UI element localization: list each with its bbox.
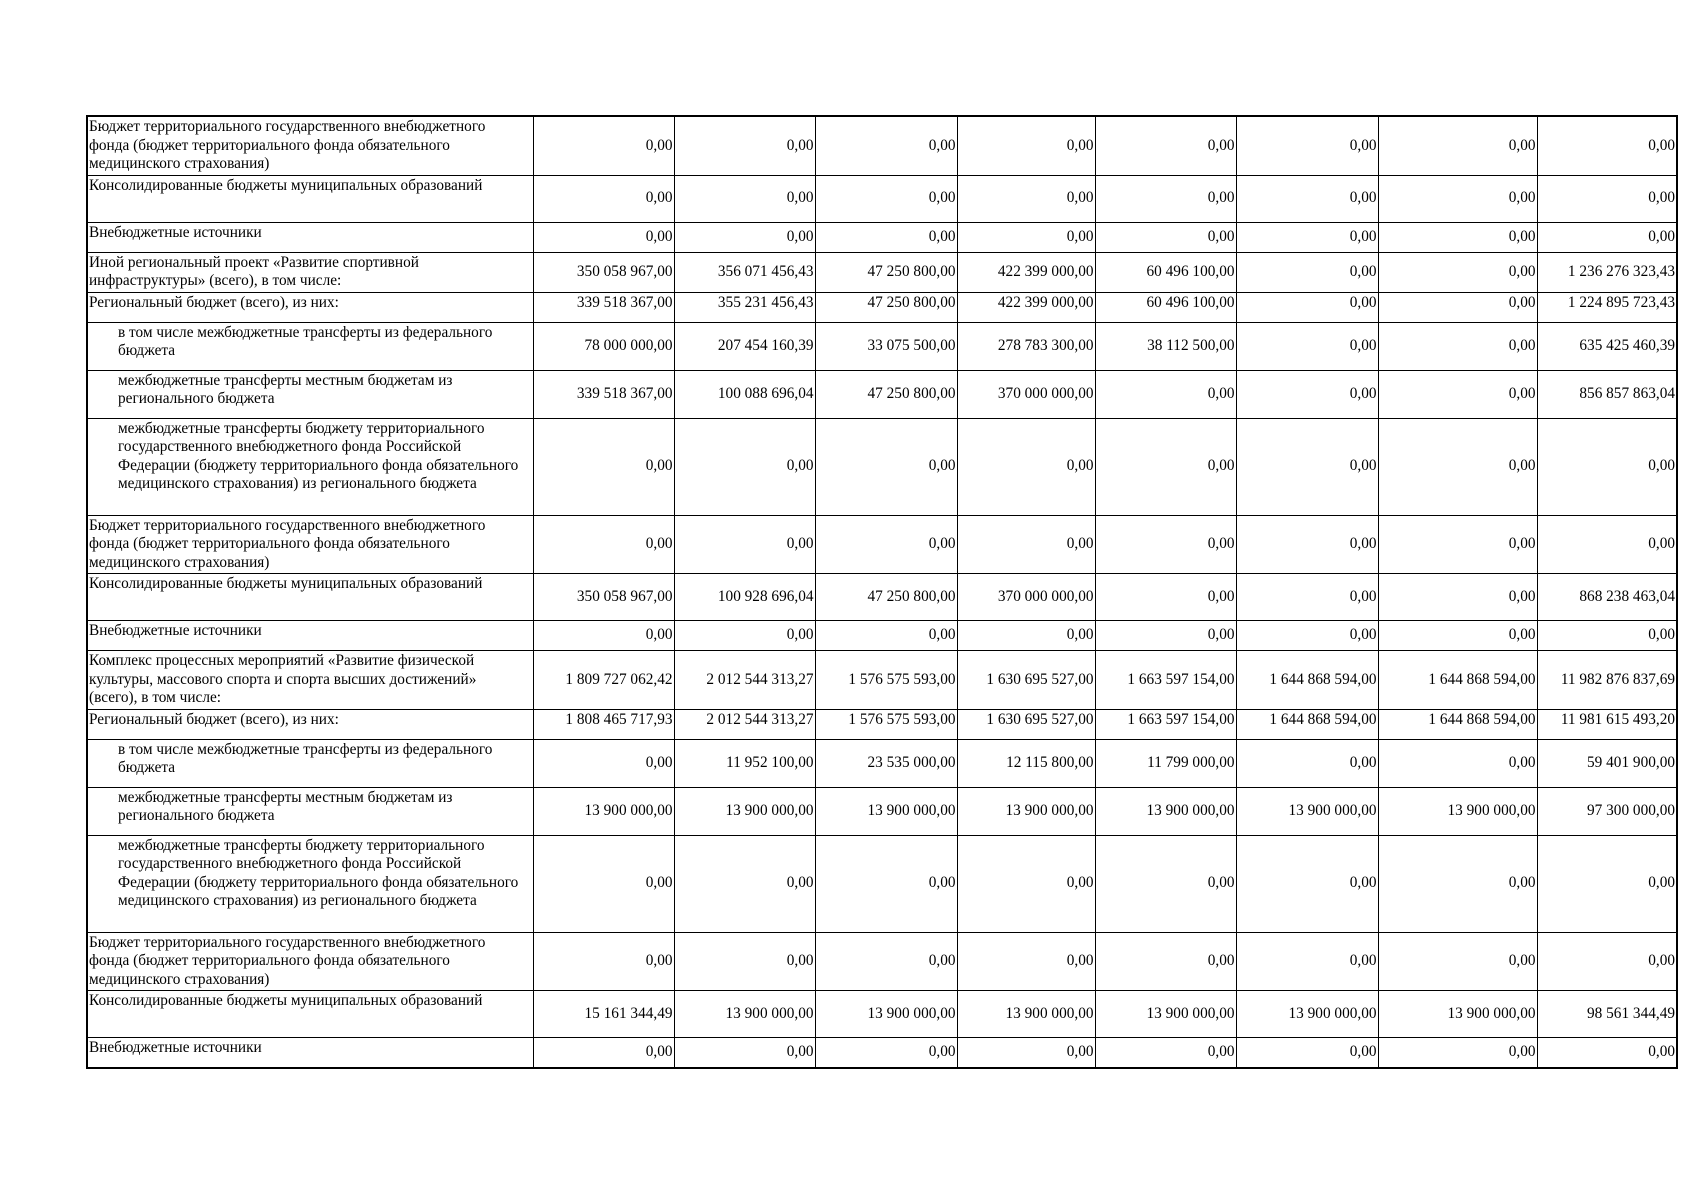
amount-cell: 0,00 xyxy=(815,932,957,991)
amount-cell: 0,00 xyxy=(815,116,957,175)
amount-cell: 0,00 xyxy=(1378,621,1537,651)
amount-cell: 11 799 000,00 xyxy=(1095,739,1236,787)
amount-cell: 13 900 000,00 xyxy=(957,991,1095,1038)
amount-cell: 98 561 344,49 xyxy=(1537,991,1677,1038)
amount-cell: 0,00 xyxy=(1537,515,1677,574)
row-label: межбюджетные трансферты местным бюджетам из регионального бюджета xyxy=(87,370,533,418)
amount-cell: 1 644 868 594,00 xyxy=(1378,709,1537,739)
amount-cell: 13 900 000,00 xyxy=(815,787,957,835)
amount-cell: 1 808 465 717,93 xyxy=(533,709,674,739)
amount-cell: 0,00 xyxy=(1236,835,1378,932)
amount-cell: 0,00 xyxy=(1095,370,1236,418)
amount-cell: 0,00 xyxy=(674,621,815,651)
amount-cell: 47 250 800,00 xyxy=(815,292,957,322)
amount-cell: 0,00 xyxy=(1236,175,1378,222)
table-row xyxy=(87,835,1677,932)
amount-cell: 856 857 863,04 xyxy=(1537,370,1677,418)
amount-cell: 0,00 xyxy=(1378,932,1537,991)
amount-cell: 0,00 xyxy=(674,932,815,991)
table-row xyxy=(87,175,1677,222)
row-label: Внебюджетные источники xyxy=(87,1038,533,1068)
amount-cell: 0,00 xyxy=(533,1038,674,1068)
amount-cell: 0,00 xyxy=(674,222,815,252)
amount-cell: 0,00 xyxy=(957,1038,1095,1068)
amount-cell: 0,00 xyxy=(1095,932,1236,991)
amount-cell: 13 900 000,00 xyxy=(1095,787,1236,835)
row-label: межбюджетные трансферты местным бюджетам из регионального бюджета xyxy=(87,787,533,835)
row-label: Внебюджетные источники xyxy=(87,621,533,651)
amount-cell: 0,00 xyxy=(815,515,957,574)
amount-cell: 47 250 800,00 xyxy=(815,574,957,621)
budget-table-body xyxy=(87,116,1677,1068)
amount-cell: 0,00 xyxy=(957,835,1095,932)
amount-cell: 0,00 xyxy=(1236,116,1378,175)
amount-cell: 0,00 xyxy=(957,116,1095,175)
amount-cell: 0,00 xyxy=(957,222,1095,252)
amount-cell: 0,00 xyxy=(1095,222,1236,252)
amount-cell: 0,00 xyxy=(533,222,674,252)
amount-cell: 0,00 xyxy=(1378,835,1537,932)
amount-cell: 635 425 460,39 xyxy=(1537,322,1677,370)
amount-cell: 0,00 xyxy=(533,418,674,515)
amount-cell: 0,00 xyxy=(674,515,815,574)
amount-cell: 0,00 xyxy=(1378,116,1537,175)
table-row xyxy=(87,739,1677,787)
amount-cell: 422 399 000,00 xyxy=(957,252,1095,292)
amount-cell: 2 012 544 313,27 xyxy=(674,709,815,739)
amount-cell: 1 644 868 594,00 xyxy=(1236,709,1378,739)
amount-cell: 13 900 000,00 xyxy=(1095,991,1236,1038)
amount-cell: 13 900 000,00 xyxy=(674,991,815,1038)
amount-cell: 47 250 800,00 xyxy=(815,252,957,292)
table-row xyxy=(87,1038,1677,1068)
amount-cell: 1 663 597 154,00 xyxy=(1095,651,1236,710)
amount-cell: 13 900 000,00 xyxy=(1236,991,1378,1038)
amount-cell: 339 518 367,00 xyxy=(533,292,674,322)
amount-cell: 38 112 500,00 xyxy=(1095,322,1236,370)
amount-cell: 0,00 xyxy=(1236,370,1378,418)
amount-cell: 207 454 160,39 xyxy=(674,322,815,370)
row-label: Бюджет территориального государственного внебюджетного фонда (бюджет территориального фонда обязательного медицинского страхования) xyxy=(87,932,533,991)
amount-cell: 0,00 xyxy=(1378,175,1537,222)
budget-table xyxy=(86,115,1678,1069)
amount-cell: 0,00 xyxy=(674,116,815,175)
table-row xyxy=(87,574,1677,621)
amount-cell: 13 900 000,00 xyxy=(1236,787,1378,835)
amount-cell: 2 012 544 313,27 xyxy=(674,651,815,710)
amount-cell: 100 088 696,04 xyxy=(674,370,815,418)
amount-cell: 339 518 367,00 xyxy=(533,370,674,418)
amount-cell: 13 900 000,00 xyxy=(1378,991,1537,1038)
amount-cell: 12 115 800,00 xyxy=(957,739,1095,787)
amount-cell: 1 809 727 062,42 xyxy=(533,651,674,710)
amount-cell: 0,00 xyxy=(1095,835,1236,932)
amount-cell: 0,00 xyxy=(1236,932,1378,991)
amount-cell: 278 783 300,00 xyxy=(957,322,1095,370)
amount-cell: 355 231 456,43 xyxy=(674,292,815,322)
table-row xyxy=(87,515,1677,574)
amount-cell: 1 576 575 593,00 xyxy=(815,709,957,739)
amount-cell: 13 900 000,00 xyxy=(957,787,1095,835)
amount-cell: 0,00 xyxy=(533,515,674,574)
amount-cell: 0,00 xyxy=(1537,222,1677,252)
amount-cell: 0,00 xyxy=(674,175,815,222)
amount-cell: 0,00 xyxy=(1378,739,1537,787)
amount-cell: 0,00 xyxy=(1095,418,1236,515)
amount-cell: 23 535 000,00 xyxy=(815,739,957,787)
amount-cell: 0,00 xyxy=(1378,292,1537,322)
amount-cell: 0,00 xyxy=(815,222,957,252)
row-label: межбюджетные трансферты бюджету территориального государственного внебюджетного фонда Российской Федерации (бюджету территориального фонда обязательного медицинского страхования) из регионального бюджета xyxy=(87,418,533,515)
table-row xyxy=(87,252,1677,292)
amount-cell: 0,00 xyxy=(957,418,1095,515)
amount-cell: 0,00 xyxy=(1537,932,1677,991)
amount-cell: 0,00 xyxy=(1095,515,1236,574)
amount-cell: 0,00 xyxy=(674,1038,815,1068)
amount-cell: 0,00 xyxy=(674,835,815,932)
row-label: в том числе межбюджетные трансферты из федерального бюджета xyxy=(87,739,533,787)
amount-cell: 0,00 xyxy=(1095,574,1236,621)
row-label: Бюджет территориального государственного внебюджетного фонда (бюджет территориального фонда обязательного медицинского страхования) xyxy=(87,116,533,175)
amount-cell: 1 576 575 593,00 xyxy=(815,651,957,710)
amount-cell: 1 224 895 723,43 xyxy=(1537,292,1677,322)
row-label: Консолидированные бюджеты муниципальных образований xyxy=(87,991,533,1038)
amount-cell: 356 071 456,43 xyxy=(674,252,815,292)
amount-cell: 0,00 xyxy=(957,932,1095,991)
row-label: Региональный бюджет (всего), из них: xyxy=(87,709,533,739)
amount-cell: 0,00 xyxy=(1236,252,1378,292)
amount-cell: 0,00 xyxy=(1236,322,1378,370)
amount-cell: 0,00 xyxy=(1537,175,1677,222)
amount-cell: 0,00 xyxy=(957,621,1095,651)
amount-cell: 0,00 xyxy=(1378,1038,1537,1068)
amount-cell: 1 236 276 323,43 xyxy=(1537,252,1677,292)
amount-cell: 0,00 xyxy=(1537,835,1677,932)
amount-cell: 0,00 xyxy=(1236,292,1378,322)
amount-cell: 0,00 xyxy=(1095,175,1236,222)
amount-cell: 0,00 xyxy=(1378,322,1537,370)
amount-cell: 1 644 868 594,00 xyxy=(1236,651,1378,710)
amount-cell: 0,00 xyxy=(1236,418,1378,515)
amount-cell: 13 900 000,00 xyxy=(1378,787,1537,835)
amount-cell: 0,00 xyxy=(533,932,674,991)
table-row xyxy=(87,116,1677,175)
row-label: Консолидированные бюджеты муниципальных образований xyxy=(87,574,533,621)
amount-cell: 0,00 xyxy=(1378,574,1537,621)
amount-cell: 11 952 100,00 xyxy=(674,739,815,787)
amount-cell: 13 900 000,00 xyxy=(815,991,957,1038)
row-label: Бюджет территориального государственного внебюджетного фонда (бюджет территориального фонда обязательного медицинского страхования) xyxy=(87,515,533,574)
amount-cell: 0,00 xyxy=(1236,515,1378,574)
amount-cell: 47 250 800,00 xyxy=(815,370,957,418)
amount-cell: 0,00 xyxy=(1378,252,1537,292)
amount-cell: 0,00 xyxy=(815,835,957,932)
amount-cell: 0,00 xyxy=(1095,1038,1236,1068)
amount-cell: 422 399 000,00 xyxy=(957,292,1095,322)
table-row xyxy=(87,418,1677,515)
amount-cell: 100 928 696,04 xyxy=(674,574,815,621)
table-row xyxy=(87,651,1677,710)
amount-cell: 0,00 xyxy=(1095,621,1236,651)
amount-cell: 0,00 xyxy=(815,1038,957,1068)
amount-cell: 0,00 xyxy=(1378,370,1537,418)
table-row xyxy=(87,932,1677,991)
table-row xyxy=(87,370,1677,418)
amount-cell: 60 496 100,00 xyxy=(1095,252,1236,292)
table-row xyxy=(87,322,1677,370)
table-row xyxy=(87,292,1677,322)
amount-cell: 0,00 xyxy=(674,418,815,515)
amount-cell: 15 161 344,49 xyxy=(533,991,674,1038)
amount-cell: 0,00 xyxy=(533,835,674,932)
table-row xyxy=(87,787,1677,835)
row-label: Консолидированные бюджеты муниципальных образований xyxy=(87,175,533,222)
row-label: Комплекс процессных мероприятий «Развитие физической культуры, массового спорта и спорта высших достижений» (всего), в том числе: xyxy=(87,651,533,710)
amount-cell: 1 663 597 154,00 xyxy=(1095,709,1236,739)
amount-cell: 350 058 967,00 xyxy=(533,252,674,292)
row-label: межбюджетные трансферты бюджету территориального государственного внебюджетного фонда Российской Федерации (бюджету территориального фонда обязательного медицинского страхования) из регионального бюджета xyxy=(87,835,533,932)
amount-cell: 0,00 xyxy=(1378,222,1537,252)
amount-cell: 350 058 967,00 xyxy=(533,574,674,621)
amount-cell: 370 000 000,00 xyxy=(957,370,1095,418)
amount-cell: 78 000 000,00 xyxy=(533,322,674,370)
amount-cell: 0,00 xyxy=(1537,1038,1677,1068)
amount-cell: 0,00 xyxy=(533,116,674,175)
amount-cell: 1 630 695 527,00 xyxy=(957,651,1095,710)
amount-cell: 59 401 900,00 xyxy=(1537,739,1677,787)
table-row xyxy=(87,621,1677,651)
table-row xyxy=(87,991,1677,1038)
row-label: в том числе межбюджетные трансферты из федерального бюджета xyxy=(87,322,533,370)
row-label: Иной региональный проект «Развитие спортивной инфраструктуры» (всего), в том числе: xyxy=(87,252,533,292)
amount-cell: 0,00 xyxy=(1537,116,1677,175)
amount-cell: 0,00 xyxy=(533,739,674,787)
amount-cell: 13 900 000,00 xyxy=(674,787,815,835)
amount-cell: 0,00 xyxy=(1236,621,1378,651)
amount-cell: 370 000 000,00 xyxy=(957,574,1095,621)
amount-cell: 0,00 xyxy=(1236,739,1378,787)
amount-cell: 11 982 876 837,69 xyxy=(1537,651,1677,710)
amount-cell: 0,00 xyxy=(1537,621,1677,651)
amount-cell: 33 075 500,00 xyxy=(815,322,957,370)
amount-cell: 97 300 000,00 xyxy=(1537,787,1677,835)
amount-cell: 868 238 463,04 xyxy=(1537,574,1677,621)
amount-cell: 0,00 xyxy=(1378,418,1537,515)
amount-cell: 0,00 xyxy=(1236,574,1378,621)
amount-cell: 0,00 xyxy=(533,621,674,651)
amount-cell: 1 630 695 527,00 xyxy=(957,709,1095,739)
amount-cell: 0,00 xyxy=(1378,515,1537,574)
table-row xyxy=(87,222,1677,252)
amount-cell: 0,00 xyxy=(1236,1038,1378,1068)
amount-cell: 0,00 xyxy=(957,515,1095,574)
amount-cell: 0,00 xyxy=(815,175,957,222)
amount-cell: 0,00 xyxy=(1537,418,1677,515)
row-label: Внебюджетные источники xyxy=(87,222,533,252)
row-label: Региональный бюджет (всего), из них: xyxy=(87,292,533,322)
amount-cell: 0,00 xyxy=(957,175,1095,222)
amount-cell: 11 981 615 493,20 xyxy=(1537,709,1677,739)
amount-cell: 0,00 xyxy=(815,621,957,651)
amount-cell: 0,00 xyxy=(1095,116,1236,175)
amount-cell: 0,00 xyxy=(1236,222,1378,252)
amount-cell: 0,00 xyxy=(815,418,957,515)
amount-cell: 60 496 100,00 xyxy=(1095,292,1236,322)
table-row xyxy=(87,709,1677,739)
amount-cell: 0,00 xyxy=(533,175,674,222)
amount-cell: 1 644 868 594,00 xyxy=(1378,651,1537,710)
amount-cell: 13 900 000,00 xyxy=(533,787,674,835)
